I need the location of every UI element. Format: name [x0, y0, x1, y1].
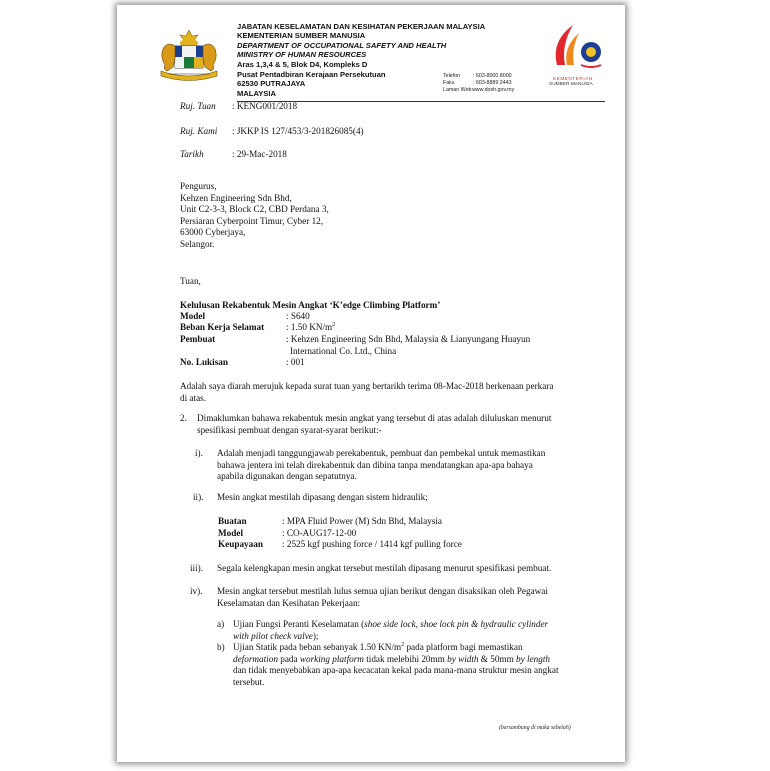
sub-a-line2: with pilot check valve); — [233, 630, 319, 641]
item-iii-text: Segala kelengkapan mesin angkat tersebut mestilah dipasang menurut spesifikasi pembuat. — [217, 563, 552, 573]
address-line: MALAYSIA — [237, 89, 276, 98]
item-number: ii). — [193, 492, 204, 502]
item-line: apabila digunakan dengan sepatutnya. — [217, 471, 357, 482]
recipient-line: Persiaran Cyberpoint Timur, Cyber 12, — [180, 215, 324, 226]
agency-name-en: DEPARTMENT OF OCCUPATIONAL SAFETY AND HEALTH — [237, 41, 447, 50]
telefon-label: Telefon — [443, 73, 461, 79]
ref-row — [180, 149, 287, 161]
item-ii-text: Mesin angkat mestilah dipasang dengan sistem hidraulik; — [217, 492, 428, 502]
superscript: 2 — [332, 321, 336, 328]
sub-item-letter: b) — [217, 642, 225, 652]
ref-label: Ruj. Tuan — [180, 101, 216, 111]
subject-value: : 1.50 KN/m — [286, 322, 333, 332]
recipient-line: 63000 Cyberjaya, — [180, 227, 246, 238]
sub-a-text — [233, 619, 548, 642]
ref-row — [180, 126, 364, 138]
ref-label: Tarikh — [180, 149, 204, 159]
subject-row — [180, 334, 530, 346]
subject-label: Pembuat — [180, 334, 216, 344]
paragraph-line: Dimaklumkan bahawa rekabentuk mesin angkat yang tersebut di atas adalah diluluskan menurut — [197, 413, 552, 423]
letter-page — [117, 5, 625, 762]
subject-title: Kelulusan Rekabentuk Mesin Angkat ‘K’edge Climbing Platform’ — [180, 300, 441, 310]
address-line: Aras 1,3,4 & 5, Blok D4, Kompleks D — [237, 60, 368, 69]
subject-row — [180, 357, 305, 369]
recipient-line: Pengurus, — [180, 181, 217, 191]
item-line: bahawa jentera ini telah direkabentuk dan dibina tanpa mendatangkan apa-apa bahaya — [217, 459, 533, 470]
ref-value: : JKKP IS 127/453/3-201826085(4) — [232, 126, 364, 136]
item-number: i). — [195, 448, 203, 458]
paragraph-line: spesifikasi pembuat dengan syarat-syarat berikut:- — [197, 424, 382, 435]
ref-row — [180, 101, 297, 113]
subject-value: : S640 — [286, 311, 310, 321]
subject-value: : 001 — [286, 357, 305, 367]
ministry-logo-text: KEMENTERIAN — [553, 76, 593, 81]
ministry-logo — [547, 19, 607, 77]
sub-b-line1: Ujian Statik pada beban sebanyak 1.50 $KN/m^2$ pada platform bagi memastikan — [233, 641, 523, 652]
hydraulic-label: Keupayaan — [218, 539, 263, 549]
recipient-line: Selangor. — [180, 238, 215, 249]
ministry-logo-text: SUMBER MANUSIA — [549, 82, 593, 87]
recipient-line: Unit C2-3-3, Block C2, CBD Perdana 3, — [180, 204, 329, 215]
item-number: iii). — [190, 563, 204, 573]
hydraulic-label: Buatan — [218, 516, 247, 526]
salutation: Tuan, — [180, 276, 201, 286]
telefon-value: : 603-8000 8000 — [473, 73, 512, 79]
paragraph-2 — [197, 413, 551, 436]
paragraph-line: Adalah saya diarah merujuk kepada surat tuan yang bertarikh terima 08-Mac-2018 berkenaan perkara — [180, 381, 554, 391]
sub-b-text — [233, 642, 559, 688]
hydraulic-label: Model — [218, 528, 244, 538]
recipient-address — [180, 181, 329, 251]
item-line: Adalah menjadi tanggungjawab perekabentuk, pembuat dan pembekal untuk memastikan — [217, 448, 546, 458]
ministry-name-en: MINISTRY OF HUMAN RESOURCES — [237, 50, 367, 59]
subject-value: : Kehzen Engineering Sdn Bhd, Malaysia & Lianyungang Huayun — [286, 334, 531, 344]
ref-label: Ruj. Kami — [180, 126, 218, 136]
subject-row — [180, 322, 335, 334]
paragraph-1 — [180, 381, 553, 404]
hydraulic-value: : MPA Fluid Power (M) Sdn Bhd, Malaysia — [282, 516, 442, 526]
continued-note: (bersambung di muka sebelah) — [499, 725, 571, 731]
item-iv-text — [217, 586, 548, 609]
sub-a-line1: Ujian Fungsi Peranti Keselamatan (shoe side lock, shoe lock pin & hydraulic cylinder — [233, 619, 549, 629]
hydraulic-row — [218, 539, 462, 551]
address-line: 62530 PUTRAJAYA — [237, 79, 306, 88]
item-line: Mesin angkat tersebut mestilah lulus semua ujian berikut dengan disaksikan oleh Pegawai — [217, 586, 548, 596]
web-label: Laman Web — [443, 87, 472, 93]
ref-value: : 29-Mac-2018 — [232, 149, 287, 159]
hydraulic-value: : 2525 kgf pushing force / 1414 kgf pulling force — [282, 539, 462, 549]
faks-label: Faks — [443, 80, 455, 86]
hydraulic-value: : CO-AUG17-12-00 — [282, 528, 357, 538]
subject-label: No. Lukisan — [180, 357, 229, 367]
paragraph-line: di atas. — [180, 392, 207, 403]
item-line: Keselamatan dan Kesihatan Pekerjaan: — [217, 597, 361, 608]
sub-b-line3: dan tidak menyebabkan apa-apa kecacatan kekal pada mana-mana struktur mesin angkat — [233, 665, 559, 676]
paragraph-2-number: 2. — [180, 413, 187, 423]
hydraulic-row — [218, 528, 356, 540]
ref-value: : KENG001/2018 — [232, 101, 298, 111]
item-i-text — [217, 448, 545, 483]
item-number: iv). — [190, 586, 203, 596]
ministry-name-my: KEMENTERIAN SUMBER MANUSIA — [237, 31, 366, 40]
subject-row — [180, 311, 310, 323]
sub-b-line2: deformation pada working platform tidak melebihi 20mm by width & 50mm by length — [233, 653, 550, 664]
sub-b-line4: tersebut. — [233, 676, 265, 687]
web-value: : www.dosh.gov.my — [469, 87, 515, 93]
address-line: Pusat Pentadbiran Kerajaan Persekutuan — [237, 70, 386, 79]
faks-value: : 603-8889 2443 — [473, 80, 512, 86]
subject-label: Beban Kerja Selamat — [180, 322, 265, 332]
coat-of-arms-logo — [155, 27, 223, 85]
subject-label: Model — [180, 311, 206, 321]
sub-item-letter: a) — [217, 619, 225, 629]
hydraulic-row — [218, 516, 442, 528]
subject-value-cont: International Co. Ltd., China — [290, 346, 397, 356]
agency-name-my: JABATAN KESELAMATAN DAN KESIHATAN PEKERJAAN MALAYSIA — [237, 22, 486, 31]
recipient-line: Kehzen Engineering Sdn Bhd, — [180, 192, 292, 203]
